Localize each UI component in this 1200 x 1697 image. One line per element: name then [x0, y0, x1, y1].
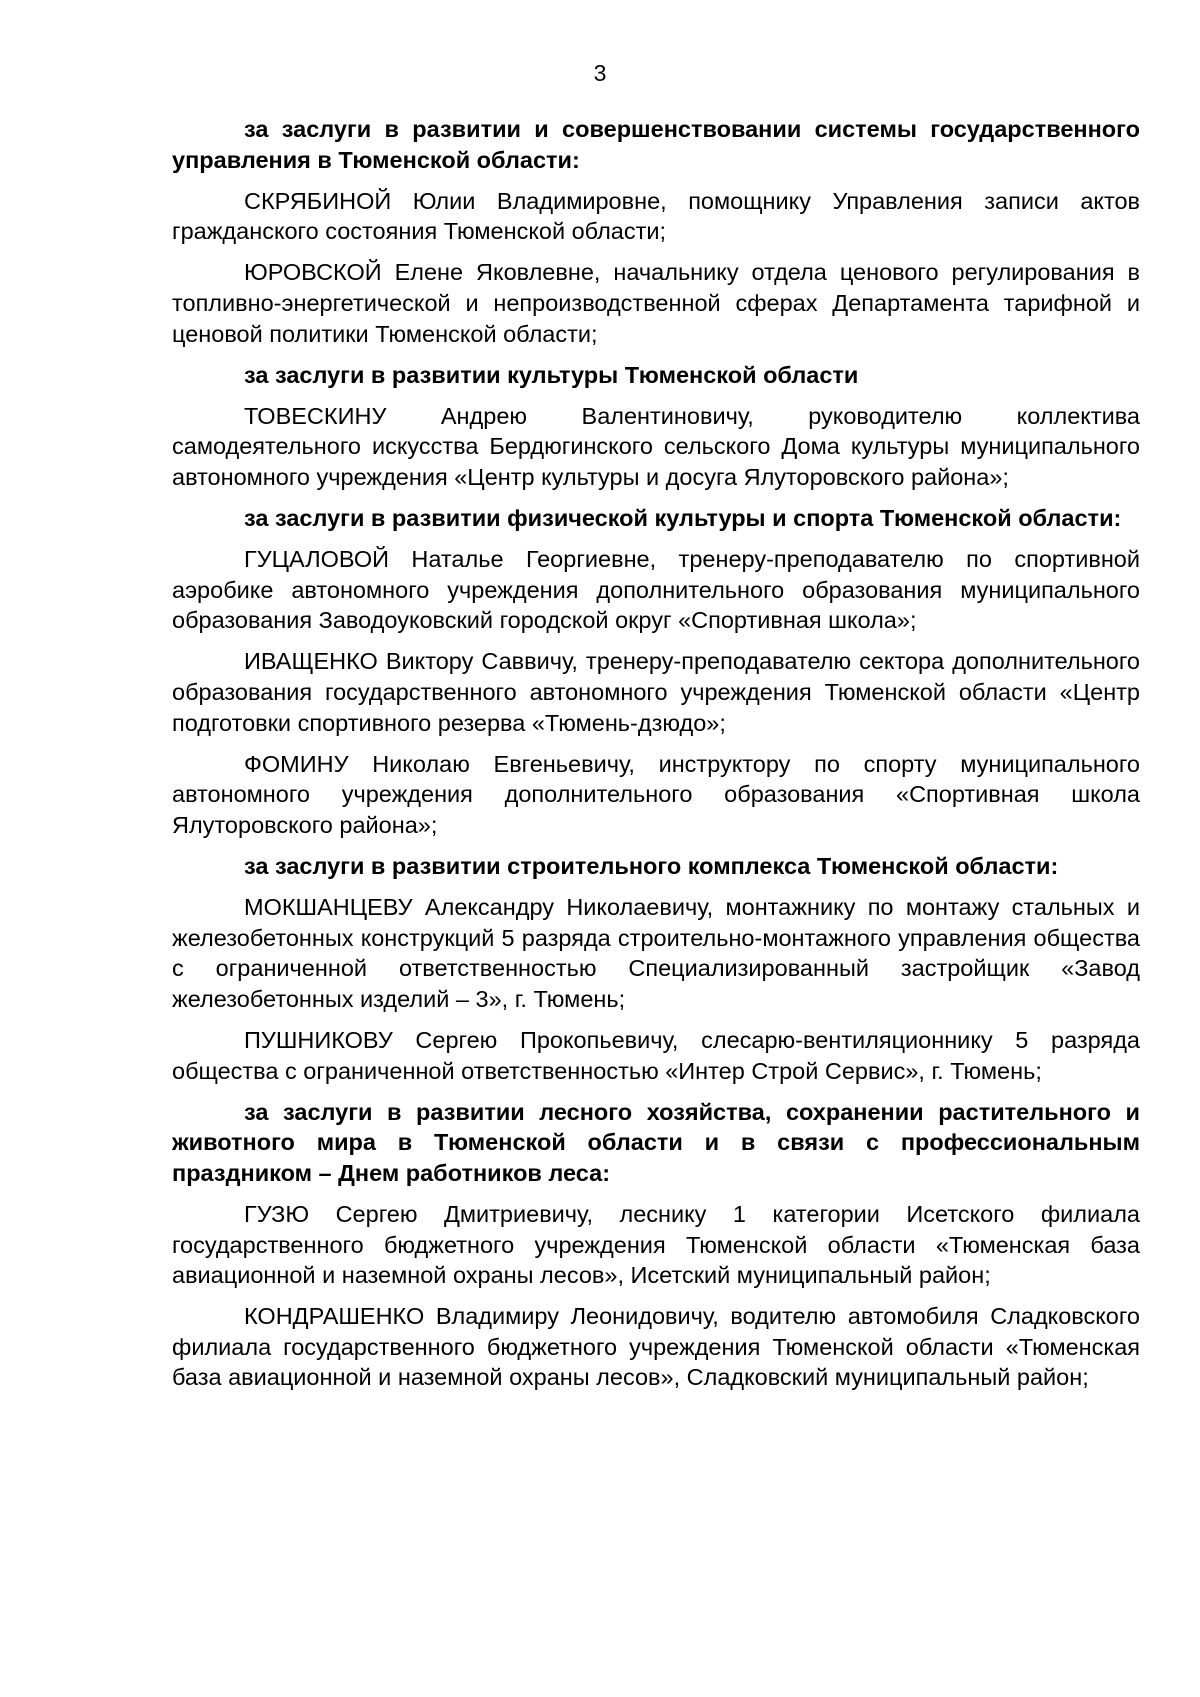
award-entry: ФОМИНУ Николаю Евгеньевичу, инструктору по спорту муниципального автономного учреждения дополнительного образования «Спортивная школа Ялуторовского района»;: [172, 750, 1140, 838]
award-entry: ПУШНИКОВУ Сергею Прокопьевичу, слесарю-вентиляционнику 5 разряда общества с ограниченной ответственностью «Интер Строй Сервис», г. Тюмень;: [172, 1026, 1140, 1084]
page-number: 3: [593, 60, 607, 86]
section-heading-culture: за заслуги в развитии культуры Тюменской области: [244, 361, 859, 388]
section-heading-sport: за заслуги в развитии физической культуры и спорта Тюменской области:: [244, 505, 1122, 532]
award-entry: ИВАЩЕНКО Виктору Саввичу, тренеру-преподавателю сектора дополнительного образования государственного автономного учреждения Тюменской области «Центр подготовки спортивного резерва «Тюмень-дзюдо»;: [172, 648, 1140, 736]
award-entry: ЮРОВСКОЙ Елене Яковлевне, начальнику отдела ценового регулирования в топливно-энергетической и непроизводственной сферах Департамента тарифной и ценовой политики Тюменской области;: [172, 259, 1140, 347]
award-entry: ГУЦАЛОВОЙ Наталье Георгиевне, тренеру-преподавателю по спортивной аэробике автономного учреждения дополнительного образования муниципального образования Заводоуковский городской округ «Спортивная школа»;: [172, 546, 1140, 634]
section-heading-public-administration: за заслуги в развитии и совершенствовании системы государственного управления в Тюменской области:: [172, 116, 1140, 173]
award-entry: СКРЯБИНОЙ Юлии Владимировне, помощнику Управления записи актов гражданского состояния Тюменской области;: [172, 187, 1140, 245]
section-heading-construction: за заслуги в развитии строительного комплекса Тюменской области:: [244, 852, 1059, 879]
award-entry: ТОВЕСКИНУ Андрею Валентиновичу, руководителю коллектива самодеятельного искусства Бердюгинского сельского Дома культуры муниципального автономного учреждения «Центр культуры и досуга Ялуторовского района»;: [172, 402, 1140, 490]
award-entry: МОКШАНЦЕВУ Александру Николаевичу, монтажнику по монтажу стальных и железобетонных конструкций 5 разряда строительно-монтажного управления общества с ограниченной ответственностью Специализированный застройщик «Завод железобетонных изделий – 3», г. Тюмень;: [172, 894, 1140, 1012]
award-entry: ГУЗЮ Сергею Дмитриевичу, леснику 1 категории Исетского филиала государственного бюджетного учреждения Тюменской области «Тюменская база авиационной и наземной охраны лесов», Исетский муниципальный район;: [172, 1200, 1140, 1289]
document-body: [172, 114, 1140, 1403]
award-entry: КОНДРАШЕНКО Владимиру Леонидовичу, водителю автомобиля Сладковского филиала государственного бюджетного учреждения Тюменской области «Тюменская база авиационной и наземной охраны лесов», Сладковский муниципальный район;: [172, 1303, 1140, 1391]
section-heading-forestry: за заслуги в развитии лесного хозяйства, сохранении растительного и животного мира в Тюменской области и в связи с профессиональным праздником – Днем работников леса:: [172, 1098, 1140, 1186]
